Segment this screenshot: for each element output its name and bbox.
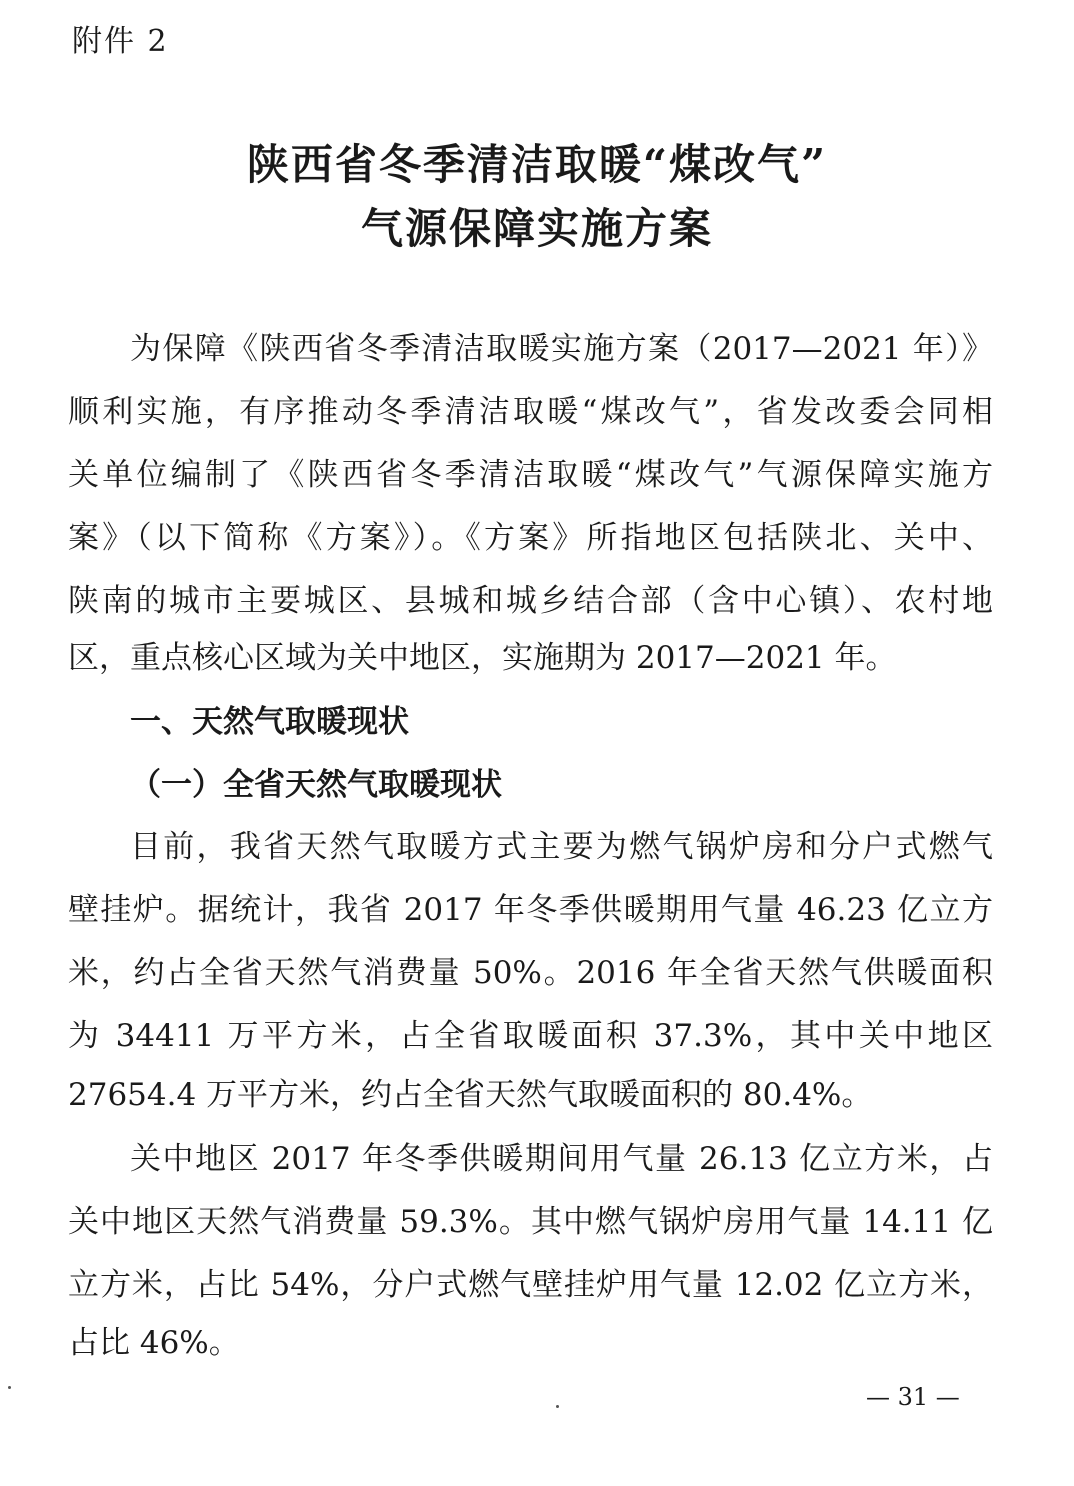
- scan-speck: [8, 1386, 11, 1389]
- document-title-line-1: 陕西省冬季清洁取暖“煤改气”: [246, 140, 828, 189]
- paragraph-line: 米，约占全省天然气消费量 50%。2016 年全省天然气供暖面积: [68, 955, 993, 991]
- paragraph-line: 陕南的城市主要城区、县城和城乡结合部（含中心镇）、农村地: [68, 583, 993, 619]
- paragraph-line: 壁挂炉。据统计，我省 2017 年冬季供暖期用气量 46.23 亿立方: [68, 892, 993, 928]
- paragraph-line: 占比 46%。: [68, 1325, 240, 1361]
- paragraph-line: 为保障《陕西省冬季清洁取暖实施方案（2017—2021 年）》: [130, 331, 993, 367]
- paragraph-line: 关中地区 2017 年冬季供暖期间用气量 26.13 亿立方米，占: [130, 1141, 993, 1177]
- paragraph-line: 立方米，占比 54%，分户式燃气壁挂炉用气量 12.02 亿立方米，: [68, 1267, 993, 1303]
- scan-speck: [556, 1405, 559, 1408]
- paragraph-line: 为 34411 万平方米，占全省取暖面积 37.3%，其中关中地区: [68, 1018, 993, 1054]
- page-number: — 31 —: [866, 1383, 960, 1411]
- attachment-label: 附件 2: [72, 24, 169, 59]
- paragraph-line: 关中地区天然气消费量 59.3%。其中燃气锅炉房用气量 14.11 亿: [68, 1204, 993, 1240]
- paragraph-line: 区，重点核心区域为关中地区，实施期为 2017—2021 年。: [68, 640, 897, 676]
- paragraph-line: 关单位编制了《陕西省冬季清洁取暖“煤改气”气源保障实施方: [68, 457, 993, 493]
- paragraph-line: 案》（以下简称《方案》）。《方案》所指地区包括陕北、关中、: [68, 520, 993, 556]
- paragraph-line: 顺利实施，有序推动冬季清洁取暖“煤改气”，省发改委会同相: [68, 394, 993, 430]
- section-heading: 一、天然气取暖现状: [130, 704, 409, 740]
- paragraph-line: 27654.4 万平方米，约占全省天然气取暖面积的 80.4%。: [68, 1077, 873, 1113]
- subsection-heading: （一）全省天然气取暖现状: [130, 767, 502, 803]
- paragraph-line: 目前，我省天然气取暖方式主要为燃气锅炉房和分户式燃气: [130, 829, 993, 865]
- document-title-line-2: 气源保障实施方案: [360, 204, 713, 253]
